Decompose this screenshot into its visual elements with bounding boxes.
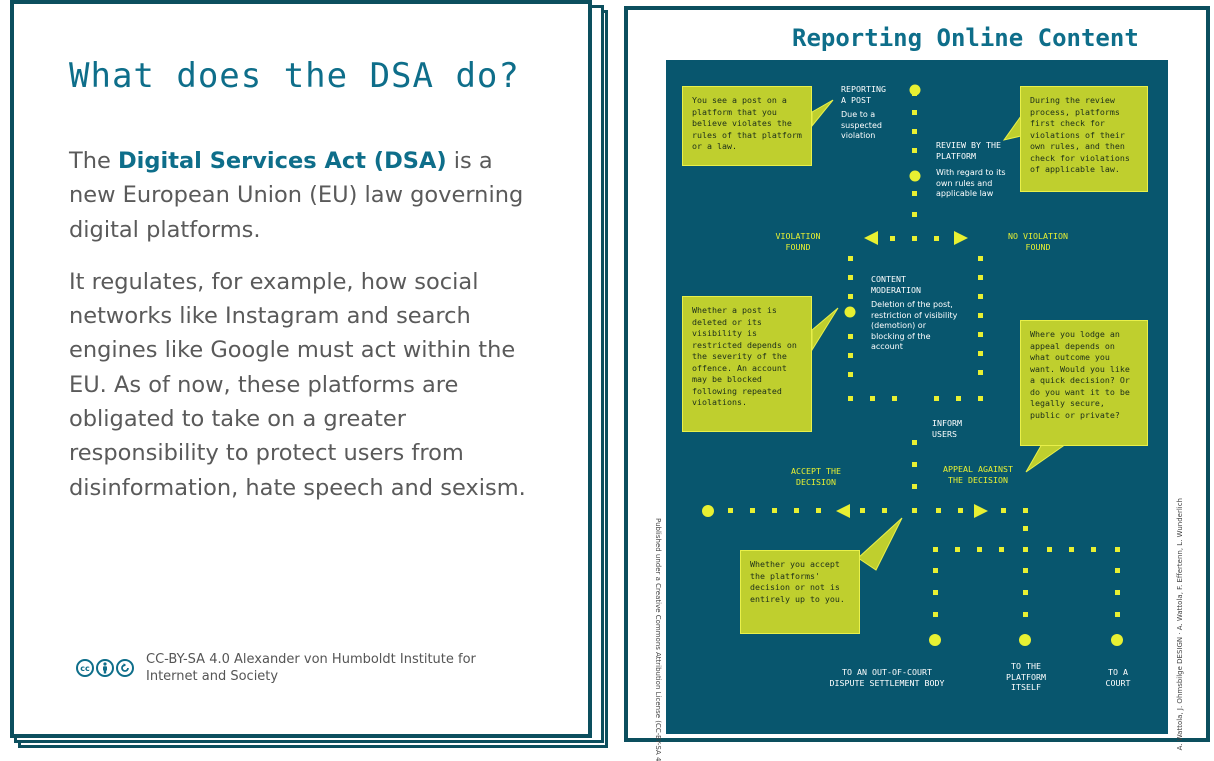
license-block [76,651,476,685]
license-text: CC-BY-SA 4.0 Alexander von Humboldt Institute for Internet and Society [146,652,476,684]
regulation-paragraph: It regulates, for example, how social networks like Instagram and search engines like Google must act within the EU. As of now, these platforms are obligated to take on a greater responsibility to protect users from disinformation, hate speech and sexism. [69,268,526,501]
node-moderation-sub: Deletion of the post, restriction of visibility (demotion) or blocking of the account [871,300,958,351]
poster-license-side-text: Published under a Creative Commons Attribution License (CC-BY-SA 4 [654,518,662,761]
node-review-sub: With regard to its own rules and applicable law [936,168,1006,198]
node-accept-decision: ACCEPT THE DECISION [791,466,841,487]
node-appeal-decision: APPEAL AGAINST THE DECISION [943,464,1013,485]
dsa-info-card [10,0,592,738]
node-moderation-title: CONTENT MODERATION [871,274,921,295]
intro-prefix: The [69,148,118,174]
bubble-review-process: During the review process, platforms first check for violations of their own rules, and then check for violations of applicable law. [1020,86,1148,192]
flow-diagram-panel [666,60,1168,734]
bubble-deleted: Whether a post is deleted or its visibility is restricted depends on the severity of the offence. An account may be blocked following repeated violations. [682,296,812,432]
node-reporting-sub: Due to a suspected violation [841,110,882,140]
node-review-title: REVIEW BY THE PLATFORM [936,140,1001,161]
cc-license-icons [76,659,134,677]
node-reporting-title: REPORTING A POST [841,84,886,105]
node-court: TO A COURT [1105,667,1131,688]
node-platform-itself: TO THE PLATFORM ITSELF [1006,661,1046,692]
dsa-highlight: Digital Services Act (DSA) [118,148,447,174]
node-out-of-court: TO AN OUT-OF-COURT DISPUTE SETTLEMENT BODY [829,667,945,688]
node-no-violation-found: NO VIOLATION FOUND [1008,231,1068,252]
card-title: What does the DSA do? [69,56,520,96]
bubble-appeal-where: Where you lodge an appeal depends on what outcome you want. Would you like a quick decision? Or do you want it to be legally secure, public or private? [1020,320,1148,446]
reporting-poster [624,6,1210,761]
node-violation-found: VIOLATION FOUND [775,231,821,252]
intro-paragraph [69,144,544,247]
poster-title: Reporting Online Content [792,24,1139,52]
card-body [69,144,544,523]
share-alike-icon [116,659,134,677]
poster-credits-side-text: A. Wattola, J. Ohmsbilge DESIGN · A. Wattola, F. Effertenn, L. Wunderlich [1176,498,1184,751]
bubble-accept-or-not: Whether you accept the platforms' decision or not is entirely up to you. [740,550,860,634]
cc-icon: cc [76,659,94,677]
node-inform-users: INFORM USERS [932,418,962,439]
intro-suffix: is a new European Union (EU) law governing digital platforms. [69,148,524,243]
by-attribution-icon [96,659,114,677]
bubble-see-post: You see a post on a platform that you believe violates the rules of that platform or a law. [682,86,812,166]
